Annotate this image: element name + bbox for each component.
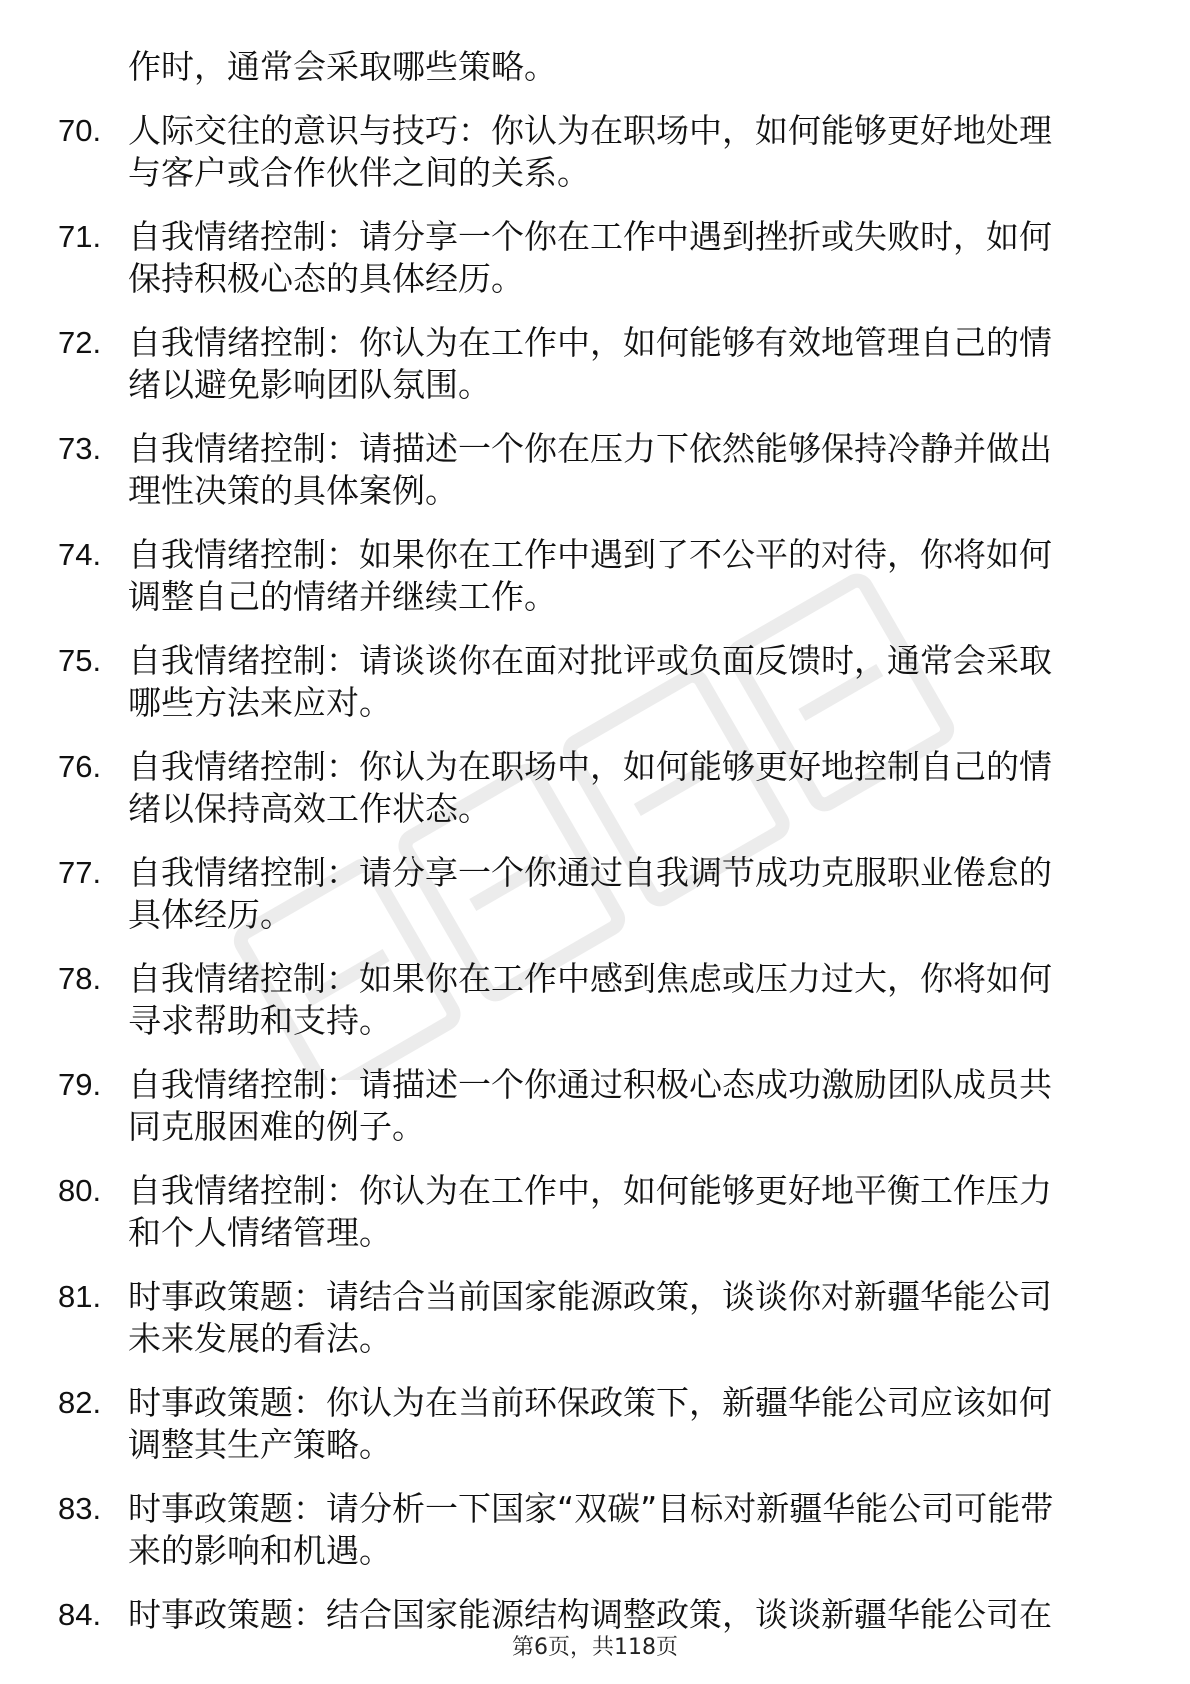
item-text-line: 时事政策题：你认为在当前环保政策下，新疆华能公司应该如何 bbox=[128, 1383, 1052, 1422]
item-text-line: 保持积极心态的具体经历。 bbox=[128, 259, 524, 298]
item-number: 80. bbox=[58, 1173, 102, 1208]
list-item bbox=[58, 1488, 1118, 1572]
item-text-line: 时事政策题：结合国家能源结构调整政策，谈谈新疆华能公司在 bbox=[128, 1595, 1052, 1634]
item-text-line: 时事政策题：请结合当前国家能源政策，谈谈你对新疆华能公司 bbox=[128, 1277, 1052, 1316]
item-number: 77. bbox=[58, 855, 102, 890]
item-text-line: 时事政策题：请分析一下国家“双碳”目标对新疆华能公司可能带 bbox=[128, 1489, 1054, 1528]
item-text bbox=[128, 428, 1118, 512]
item-text-line: 自我情绪控制：请谈谈你在面对批评或负面反馈时，通常会采取 bbox=[128, 641, 1052, 680]
item-number: 72. bbox=[58, 325, 102, 360]
item-text-line: 哪些方法来应对。 bbox=[128, 683, 392, 722]
item-text-line: 自我情绪控制：如果你在工作中感到焦虑或压力过大，你将如何 bbox=[128, 959, 1052, 998]
item-number: 74. bbox=[58, 537, 102, 572]
item-text-line: 人际交往的意识与技巧：你认为在职场中，如何能够更好地处理 bbox=[128, 111, 1052, 150]
item-text-line: 和个人情绪管理。 bbox=[128, 1213, 392, 1252]
item-text-line: 自我情绪控制：你认为在工作中，如何能够有效地管理自己的情 bbox=[128, 323, 1052, 362]
list-item bbox=[58, 110, 1118, 194]
item-text-line: 自我情绪控制：请描述一个你通过积极心态成功激励团队成员共 bbox=[128, 1065, 1052, 1104]
item-text bbox=[128, 1382, 1118, 1466]
list-item bbox=[58, 640, 1118, 724]
item-text bbox=[128, 746, 1118, 830]
list-item bbox=[58, 958, 1118, 1042]
list-item bbox=[58, 746, 1118, 830]
list-item bbox=[58, 1170, 1118, 1254]
item-text bbox=[128, 640, 1118, 724]
item-number: 84. bbox=[58, 1597, 102, 1632]
item-number: 73. bbox=[58, 431, 102, 466]
item-text-line: 同克服困难的例子。 bbox=[128, 1107, 425, 1146]
item-text bbox=[128, 1170, 1118, 1254]
item-number: 83. bbox=[58, 1491, 102, 1526]
page-footer: 第6页，共118页 bbox=[512, 1635, 678, 1660]
item-text-line: 自我情绪控制：你认为在工作中，如何能够更好地平衡工作压力 bbox=[128, 1171, 1052, 1210]
question-list bbox=[58, 46, 1118, 1658]
item-text-line: 寻求帮助和支持。 bbox=[128, 1001, 392, 1040]
item-text bbox=[128, 534, 1118, 618]
item-number: 71. bbox=[58, 219, 102, 254]
item-text-line: 绪以避免影响团队氛围。 bbox=[128, 365, 491, 404]
item-text-line: 绪以保持高效工作状态。 bbox=[128, 789, 491, 828]
list-item bbox=[58, 852, 1118, 936]
list-item bbox=[58, 1276, 1118, 1360]
item-text-line: 自我情绪控制：请分享一个你在工作中遇到挫折或失败时，如何 bbox=[128, 217, 1052, 256]
continuation-line: 作时，通常会采取哪些策略。 bbox=[128, 47, 557, 86]
item-number: 76. bbox=[58, 749, 102, 784]
item-text bbox=[128, 322, 1118, 406]
item-number: 78. bbox=[58, 961, 102, 996]
item-text-line: 自我情绪控制：请分享一个你通过自我调节成功克服职业倦怠的 bbox=[128, 853, 1052, 892]
list-item bbox=[58, 1382, 1118, 1466]
item-text-line: 自我情绪控制：如果你在工作中遇到了不公平的对待，你将如何 bbox=[128, 535, 1052, 574]
item-number: 70. bbox=[58, 113, 102, 148]
item-text-line: 理性决策的具体案例。 bbox=[128, 471, 458, 510]
item-text-line: 调整其生产策略。 bbox=[128, 1425, 392, 1464]
item-text-line: 来的影响和机遇。 bbox=[128, 1531, 392, 1570]
list-item bbox=[58, 428, 1118, 512]
item-number: 79. bbox=[58, 1067, 102, 1102]
item-text-line: 自我情绪控制：请描述一个你在压力下依然能够保持冷静并做出 bbox=[128, 429, 1052, 468]
item-number: 75. bbox=[58, 643, 102, 678]
item-text bbox=[128, 1488, 1118, 1572]
item-text bbox=[128, 958, 1118, 1042]
item-text-line: 具体经历。 bbox=[128, 895, 293, 934]
item-text-line: 自我情绪控制：你认为在职场中，如何能够更好地控制自己的情 bbox=[128, 747, 1052, 786]
item-text bbox=[128, 1064, 1118, 1148]
list-item bbox=[58, 322, 1118, 406]
list-item bbox=[58, 534, 1118, 618]
item-text-line: 与客户或合作伙伴之间的关系。 bbox=[128, 153, 590, 192]
item-text bbox=[128, 110, 1118, 194]
item-text-line: 调整自己的情绪并继续工作。 bbox=[128, 577, 557, 616]
item-text bbox=[128, 852, 1118, 936]
item-text bbox=[128, 1276, 1118, 1360]
list-item bbox=[58, 216, 1118, 300]
item-text bbox=[128, 216, 1118, 300]
item-text-line: 未来发展的看法。 bbox=[128, 1319, 392, 1358]
list-item bbox=[58, 1064, 1118, 1148]
item-number: 81. bbox=[58, 1279, 102, 1314]
item-number: 82. bbox=[58, 1385, 102, 1420]
